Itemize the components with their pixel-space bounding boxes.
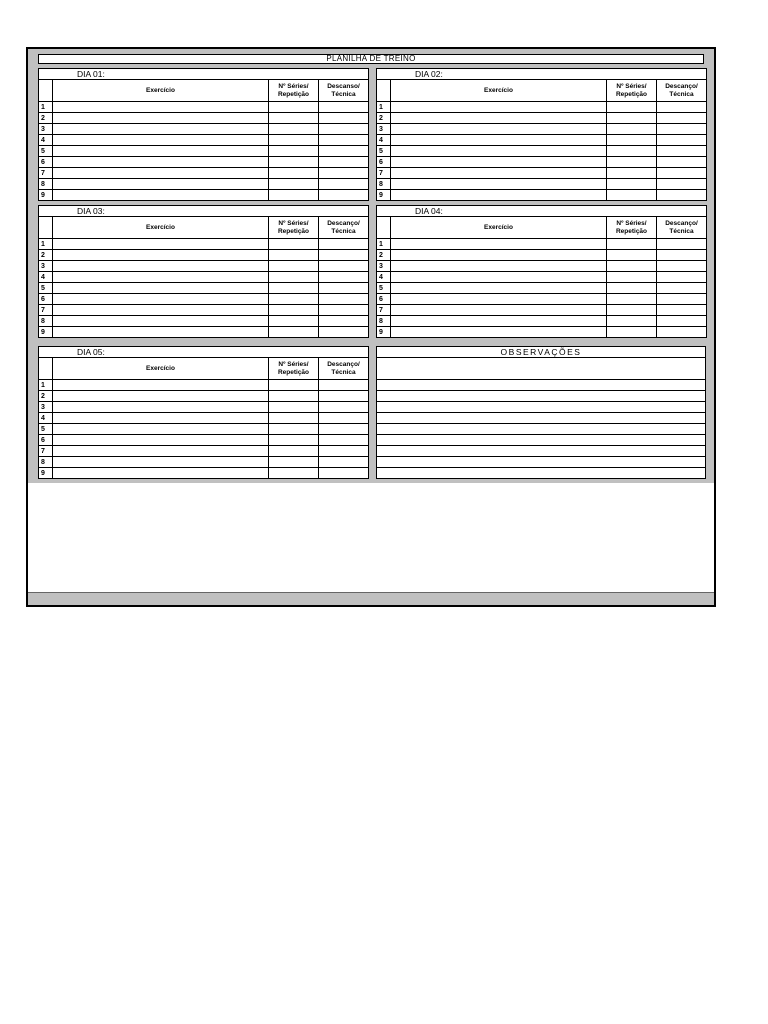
row-number: 6: [377, 294, 391, 305]
series-cell[interactable]: [269, 413, 319, 424]
series-column-header: Nº Séries/ Repetição: [607, 80, 657, 102]
column-header-row: [377, 217, 707, 239]
table-row: [39, 424, 369, 435]
series-cell[interactable]: [269, 124, 319, 135]
exercise-cell[interactable]: [391, 135, 607, 146]
row-number: 1: [39, 102, 53, 113]
table-row: [377, 239, 707, 250]
observations-cell[interactable]: [377, 413, 706, 424]
day-label: DIA 02:: [377, 69, 707, 80]
rest-cell[interactable]: [319, 283, 369, 294]
series-cell[interactable]: [269, 157, 319, 168]
rest-cell[interactable]: [657, 239, 707, 250]
series-cell[interactable]: [607, 272, 657, 283]
rest-cell[interactable]: [319, 102, 369, 113]
table-row: [377, 261, 707, 272]
exercise-cell[interactable]: [391, 294, 607, 305]
row-number: 7: [39, 305, 53, 316]
exercise-column-header: Exercício: [53, 80, 269, 102]
series-cell[interactable]: [607, 190, 657, 201]
table-row: [39, 380, 369, 391]
row-number-header: [39, 80, 53, 102]
table-row: [39, 239, 369, 250]
series-cell[interactable]: [269, 283, 319, 294]
observations-row: [377, 413, 706, 424]
series-cell[interactable]: [269, 250, 319, 261]
row-number: 5: [377, 283, 391, 294]
rest-cell[interactable]: [657, 261, 707, 272]
rest-cell[interactable]: [319, 113, 369, 124]
series-cell[interactable]: [269, 457, 319, 468]
table-row: [39, 391, 369, 402]
table-row: [377, 168, 707, 179]
rest-cell[interactable]: [319, 316, 369, 327]
exercise-cell[interactable]: [391, 283, 607, 294]
series-cell[interactable]: [607, 250, 657, 261]
table-row: [39, 283, 369, 294]
table-row: [39, 113, 369, 124]
row-number: 4: [377, 135, 391, 146]
rest-cell[interactable]: [657, 327, 707, 338]
day-label: DIA 04:: [377, 206, 707, 217]
row-number: 1: [377, 239, 391, 250]
series-cell[interactable]: [269, 113, 319, 124]
exercise-column-header: Exercício: [53, 358, 269, 380]
exercise-cell[interactable]: [391, 316, 607, 327]
day-label: DIA 01:: [39, 69, 369, 80]
table-row: [377, 179, 707, 190]
series-cell[interactable]: [607, 283, 657, 294]
rest-cell[interactable]: [319, 457, 369, 468]
row-number: 8: [39, 179, 53, 190]
rest-cell[interactable]: [657, 272, 707, 283]
row-number: 4: [39, 272, 53, 283]
table-row: [39, 446, 369, 457]
observations-table: [376, 346, 706, 479]
row-number: 1: [39, 380, 53, 391]
exercise-cell[interactable]: [53, 135, 269, 146]
rest-cell[interactable]: [319, 179, 369, 190]
exercise-cell[interactable]: [391, 157, 607, 168]
series-cell[interactable]: [269, 446, 319, 457]
rest-cell[interactable]: [319, 272, 369, 283]
row-number: 6: [39, 435, 53, 446]
observations-row: [377, 402, 706, 413]
column-header-row: [377, 80, 707, 102]
rest-cell[interactable]: [319, 168, 369, 179]
exercise-cell[interactable]: [391, 327, 607, 338]
row-number: 9: [377, 327, 391, 338]
series-column-header: Nº Séries/ Repetição: [269, 358, 319, 380]
series-cell[interactable]: [607, 316, 657, 327]
observations-cell[interactable]: [377, 457, 706, 468]
rest-cell[interactable]: [319, 327, 369, 338]
row-number: 2: [39, 250, 53, 261]
observations-cell[interactable]: [377, 446, 706, 457]
rest-cell[interactable]: [319, 124, 369, 135]
day-label: DIA 05:: [39, 347, 369, 358]
rest-cell[interactable]: [319, 391, 369, 402]
series-cell[interactable]: [607, 168, 657, 179]
rest-column-header: Descanço/ Técnica: [657, 217, 707, 239]
series-cell[interactable]: [269, 435, 319, 446]
row-number: 1: [39, 239, 53, 250]
table-row: [377, 135, 707, 146]
exercise-column-header: Exercício: [391, 217, 607, 239]
table-row: [39, 179, 369, 190]
day-block-1: [38, 68, 368, 201]
exercise-cell[interactable]: [53, 294, 269, 305]
row-number-header: [39, 217, 53, 239]
rest-column-header: Descanço/ Técnica: [319, 358, 369, 380]
rest-cell[interactable]: [657, 283, 707, 294]
table-row: [39, 457, 369, 468]
rest-cell[interactable]: [657, 135, 707, 146]
series-cell[interactable]: [269, 179, 319, 190]
exercise-cell[interactable]: [53, 305, 269, 316]
exercise-cell[interactable]: [53, 283, 269, 294]
series-cell[interactable]: [269, 102, 319, 113]
exercise-cell[interactable]: [53, 380, 269, 391]
row-number: 5: [39, 424, 53, 435]
rest-cell[interactable]: [319, 424, 369, 435]
exercise-cell[interactable]: [53, 391, 269, 402]
exercise-cell[interactable]: [53, 124, 269, 135]
rest-cell[interactable]: [657, 168, 707, 179]
series-cell[interactable]: [607, 146, 657, 157]
series-cell[interactable]: [607, 294, 657, 305]
observations-block: [376, 346, 706, 479]
observations-row: [377, 457, 706, 468]
observations-row: [377, 391, 706, 402]
exercise-column-header: Exercício: [53, 217, 269, 239]
rest-cell[interactable]: [657, 157, 707, 168]
sheet-footer-band: [28, 592, 714, 605]
rest-cell[interactable]: [319, 435, 369, 446]
exercise-cell[interactable]: [53, 435, 269, 446]
rest-column-header: Descanço/ Técnica: [657, 80, 707, 102]
exercise-cell[interactable]: [53, 179, 269, 190]
table-row: [39, 190, 369, 201]
table-row: [377, 327, 707, 338]
series-column-header: Nº Séries/ Repetição: [269, 80, 319, 102]
rest-cell[interactable]: [319, 261, 369, 272]
row-number: 5: [377, 146, 391, 157]
table-row: [377, 190, 707, 201]
rest-cell[interactable]: [319, 250, 369, 261]
page-title: PLANILHA DE TREINO: [38, 54, 704, 64]
row-number: 6: [39, 294, 53, 305]
row-number: 2: [377, 113, 391, 124]
series-cell[interactable]: [269, 402, 319, 413]
table-row: [377, 316, 707, 327]
day-table: [376, 68, 707, 201]
series-cell[interactable]: [269, 168, 319, 179]
column-header-row: [39, 80, 369, 102]
row-number: 4: [39, 413, 53, 424]
row-number: 8: [377, 179, 391, 190]
exercise-cell[interactable]: [391, 250, 607, 261]
exercise-cell[interactable]: [391, 168, 607, 179]
series-cell[interactable]: [607, 102, 657, 113]
observations-cell[interactable]: [377, 402, 706, 413]
table-row: [377, 250, 707, 261]
rest-column-header: Descanso/ Técnica: [319, 80, 369, 102]
day-block-4: [376, 205, 706, 338]
row-number: 3: [39, 124, 53, 135]
day-block-2: [376, 68, 706, 201]
rest-cell[interactable]: [319, 468, 369, 479]
series-cell[interactable]: [269, 468, 319, 479]
series-column-header: Nº Séries/ Repetição: [269, 217, 319, 239]
exercise-cell[interactable]: [391, 190, 607, 201]
rest-cell[interactable]: [319, 190, 369, 201]
row-number: 8: [377, 316, 391, 327]
series-cell[interactable]: [269, 272, 319, 283]
day-header-row: [377, 69, 707, 80]
exercise-cell[interactable]: [53, 261, 269, 272]
series-cell[interactable]: [269, 239, 319, 250]
row-number: 1: [377, 102, 391, 113]
rest-cell[interactable]: [319, 157, 369, 168]
exercise-cell[interactable]: [391, 179, 607, 190]
rest-column-header: Descanço/ Técnica: [319, 217, 369, 239]
row-number: 7: [377, 305, 391, 316]
series-cell[interactable]: [269, 294, 319, 305]
exercise-cell[interactable]: [53, 250, 269, 261]
table-row: [39, 305, 369, 316]
day-header-row: [39, 69, 369, 80]
day-header-row: [39, 347, 369, 358]
rest-cell[interactable]: [657, 146, 707, 157]
series-cell[interactable]: [269, 391, 319, 402]
day-table: [376, 205, 707, 338]
exercise-cell[interactable]: [53, 102, 269, 113]
exercise-cell[interactable]: [391, 305, 607, 316]
series-cell[interactable]: [269, 424, 319, 435]
row-number: 2: [39, 113, 53, 124]
table-row: [377, 157, 707, 168]
series-cell[interactable]: [269, 305, 319, 316]
rest-cell[interactable]: [319, 239, 369, 250]
row-number: 4: [377, 272, 391, 283]
row-number: 9: [377, 190, 391, 201]
exercise-cell[interactable]: [391, 113, 607, 124]
table-row: [377, 113, 707, 124]
day-block-5: [38, 346, 368, 479]
series-cell[interactable]: [607, 239, 657, 250]
table-row: [39, 102, 369, 113]
row-number: 3: [39, 402, 53, 413]
row-number: 3: [377, 261, 391, 272]
rest-cell[interactable]: [657, 113, 707, 124]
rest-cell[interactable]: [657, 250, 707, 261]
table-row: [39, 250, 369, 261]
rest-cell[interactable]: [319, 146, 369, 157]
observations-cell[interactable]: [377, 424, 706, 435]
exercise-cell[interactable]: [53, 402, 269, 413]
observations-header-row: [377, 347, 706, 358]
exercise-cell[interactable]: [53, 446, 269, 457]
day-label: DIA 03:: [39, 206, 369, 217]
table-row: [39, 135, 369, 146]
table-row: [377, 294, 707, 305]
series-cell[interactable]: [269, 146, 319, 157]
row-number: 5: [39, 283, 53, 294]
observations-row: [377, 446, 706, 457]
table-row: [39, 157, 369, 168]
series-cell[interactable]: [607, 261, 657, 272]
series-cell[interactable]: [607, 305, 657, 316]
rest-cell[interactable]: [657, 294, 707, 305]
exercise-cell[interactable]: [53, 413, 269, 424]
row-number: 7: [377, 168, 391, 179]
row-number: 3: [39, 261, 53, 272]
rest-cell[interactable]: [657, 124, 707, 135]
exercise-cell[interactable]: [53, 157, 269, 168]
table-row: [377, 102, 707, 113]
row-number: 5: [39, 146, 53, 157]
rest-cell[interactable]: [319, 446, 369, 457]
exercise-cell[interactable]: [391, 261, 607, 272]
rest-cell[interactable]: [319, 305, 369, 316]
series-cell[interactable]: [269, 135, 319, 146]
row-number: 9: [39, 327, 53, 338]
rest-cell[interactable]: [319, 294, 369, 305]
column-header-row: [39, 358, 369, 380]
observations-cell[interactable]: [377, 435, 706, 446]
day-header-row: [39, 206, 369, 217]
table-row: [39, 124, 369, 135]
table-row: [39, 146, 369, 157]
table-row: [39, 294, 369, 305]
exercise-cell[interactable]: [53, 316, 269, 327]
series-cell[interactable]: [269, 327, 319, 338]
rest-cell[interactable]: [319, 402, 369, 413]
series-cell[interactable]: [607, 124, 657, 135]
row-number: 2: [39, 391, 53, 402]
rest-cell[interactable]: [319, 135, 369, 146]
observations-row: [377, 424, 706, 435]
row-number: 6: [377, 157, 391, 168]
column-header-row: [39, 217, 369, 239]
day-block-3: [38, 205, 368, 338]
series-cell[interactable]: [269, 316, 319, 327]
observations-spacer-row: [377, 358, 706, 380]
table-row: [39, 435, 369, 446]
table-row: [39, 402, 369, 413]
sheet-background-lower: [26, 483, 716, 607]
observations-cell[interactable]: [377, 380, 706, 391]
series-cell[interactable]: [269, 380, 319, 391]
row-number: 2: [377, 250, 391, 261]
row-number-header: [39, 358, 53, 380]
table-row: [39, 168, 369, 179]
observations-cell[interactable]: [377, 468, 706, 479]
rest-cell[interactable]: [657, 179, 707, 190]
row-number: 8: [39, 316, 53, 327]
exercise-column-header: Exercício: [391, 80, 607, 102]
rest-cell[interactable]: [657, 305, 707, 316]
row-number: 7: [39, 168, 53, 179]
row-number: 3: [377, 124, 391, 135]
exercise-cell[interactable]: [53, 168, 269, 179]
day-table: [38, 68, 369, 201]
row-number-header: [377, 217, 391, 239]
observations-row: [377, 435, 706, 446]
row-number: 7: [39, 446, 53, 457]
observations-row: [377, 380, 706, 391]
observations-cell[interactable]: [377, 358, 706, 380]
series-cell[interactable]: [607, 179, 657, 190]
table-row: [39, 468, 369, 479]
exercise-cell[interactable]: [53, 190, 269, 201]
series-cell[interactable]: [269, 261, 319, 272]
table-row: [377, 124, 707, 135]
rest-cell[interactable]: [319, 413, 369, 424]
rest-cell[interactable]: [657, 316, 707, 327]
row-number: 8: [39, 457, 53, 468]
series-column-header: Nº Séries/ Repetição: [607, 217, 657, 239]
table-row: [377, 305, 707, 316]
exercise-cell[interactable]: [391, 272, 607, 283]
exercise-cell[interactable]: [53, 468, 269, 479]
series-cell[interactable]: [607, 327, 657, 338]
row-number-header: [377, 80, 391, 102]
rest-cell[interactable]: [657, 102, 707, 113]
day-table: [38, 346, 369, 479]
exercise-cell[interactable]: [391, 124, 607, 135]
table-row: [377, 146, 707, 157]
rest-cell[interactable]: [319, 380, 369, 391]
exercise-cell[interactable]: [53, 424, 269, 435]
table-row: [39, 413, 369, 424]
table-row: [39, 261, 369, 272]
observations-row: [377, 468, 706, 479]
table-row: [39, 327, 369, 338]
series-cell[interactable]: [607, 135, 657, 146]
observations-cell[interactable]: [377, 391, 706, 402]
row-number: 9: [39, 468, 53, 479]
day-table: [38, 205, 369, 338]
series-cell[interactable]: [269, 190, 319, 201]
exercise-cell[interactable]: [391, 102, 607, 113]
table-row: [39, 272, 369, 283]
exercise-cell[interactable]: [53, 457, 269, 468]
rest-cell[interactable]: [657, 190, 707, 201]
exercise-cell[interactable]: [53, 146, 269, 157]
table-row: [377, 272, 707, 283]
table-row: [39, 316, 369, 327]
exercise-cell[interactable]: [53, 239, 269, 250]
exercise-cell[interactable]: [53, 113, 269, 124]
exercise-cell[interactable]: [391, 146, 607, 157]
row-number: 6: [39, 157, 53, 168]
series-cell[interactable]: [607, 113, 657, 124]
row-number: 4: [39, 135, 53, 146]
exercise-cell[interactable]: [53, 327, 269, 338]
exercise-cell[interactable]: [53, 272, 269, 283]
observations-title: OBSERVAÇÕES: [377, 347, 706, 358]
series-cell[interactable]: [607, 157, 657, 168]
table-row: [377, 283, 707, 294]
day-header-row: [377, 206, 707, 217]
row-number: 9: [39, 190, 53, 201]
exercise-cell[interactable]: [391, 239, 607, 250]
